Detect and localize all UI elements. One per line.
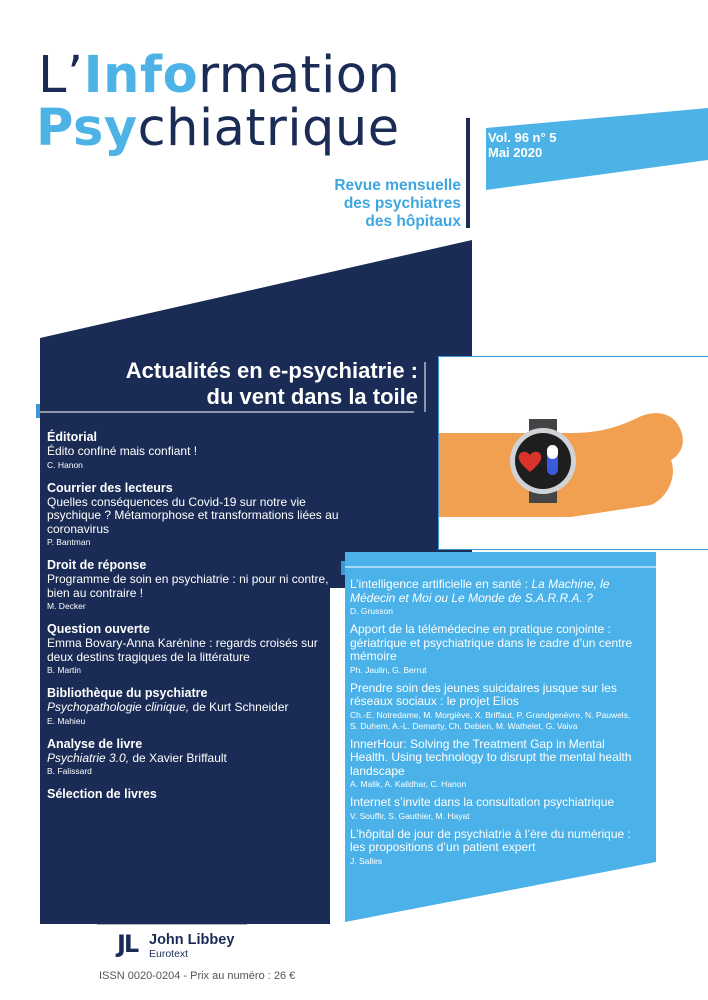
article-link[interactable]: Édito confiné mais confiant ! — [47, 444, 198, 458]
issue-volume: Vol. 96 n° 5 — [488, 130, 557, 145]
journal-title-line-2: Psychiatrique — [36, 99, 400, 158]
dossier-article: L’hôpital de jour de psychiatrie à l’ère du numérique : les propositions d’un patient expert J. Salles — [350, 828, 640, 867]
dossier-article: Apport de la télémédecine en pratique conjointe : gériatrique et psychiatrique dans le cadre d’un centre mémoire Ph. Jaulin, G. Berrut — [350, 623, 640, 676]
article-link[interactable]: Prendre soin des jeunes suicidaires jusque sur les réseaux sociaux : le projet Elios — [350, 680, 617, 708]
toc-section: Éditorial Édito confiné mais confiant ! C. Hanon — [47, 430, 347, 471]
publisher-logo-mark: JL — [117, 930, 138, 958]
journal-title-line-1: L’Information — [38, 46, 401, 105]
headline-marker — [36, 404, 40, 418]
article-link[interactable]: Programme de soin en psychiatrie : ni pour ni contre, bien au contraire ! — [47, 572, 329, 600]
dossier-article: InnerHour: Solving the Treatment Gap in Mental Health. Using technology to disrupt the mental health landscape A. Malik, A. Kalidhar, C. Hanon — [350, 738, 640, 791]
article-link[interactable]: Psychiatrie 3.0, de Xavier Briffault — [47, 750, 227, 765]
article-link[interactable]: L’hôpital de jour de psychiatrie à l’ère du numérique : les propositions d’un patient expert — [350, 826, 631, 854]
journal-tagline: Revue mensuelle des psychiatres des hôpitaux — [334, 177, 461, 230]
publisher-name: John Libbey — [149, 932, 235, 948]
issn-price: ISSN 0020-0204 - Prix au numéro : 26 € — [99, 970, 296, 982]
issue-info — [488, 130, 557, 160]
dossier-article: L’intelligence artificielle en santé : La Machine, le Médecin et Moi ou Le Monde de S.A.R.R.A. ? D. Grusson — [350, 578, 640, 617]
article-link[interactable]: L’intelligence artificielle en santé : La Machine, le Médecin et Moi ou Le Monde de S.A.R.R.A. ? — [350, 577, 610, 605]
dossier-article: Prendre soin des jeunes suicidaires jusque sur les réseaux sociaux : le projet Elios Ch.-E. Notredame, M. Morgiève, X. Briffaut, P. Grandgenèvre, N. Pauwels, S. Duhem, A.-L. Demarty, Ch. Debien, M. Wathelet, G. Vaiva — [350, 682, 640, 732]
toc-section: Analyse de livre Psychiatrie 3.0, de Xavier Briffault B. Falissard — [47, 737, 347, 778]
toc-left-column — [47, 430, 347, 811]
toc-section: Question ouverte Emma Bovary-Anna Karénine : regards croisés sur deux destins tragiques de la littérature B. Martin — [47, 622, 347, 676]
toc-section: Bibliothèque du psychiatre Psychopathologie clinique, de Kurt Schneider E. Mahieu — [47, 686, 347, 727]
smartwatch-wrist-illustration — [439, 357, 708, 549]
article-link[interactable]: Psychopathologie clinique, de Kurt Schneider — [47, 700, 289, 714]
article-link[interactable]: InnerHour: Solving the Treatment Gap in Mental Health. Using technology to disrupt the mental health landscape — [350, 736, 632, 778]
toc-section: Droit de réponse Programme de soin en psychiatrie : ni pour ni contre, bien au contraire ! M. Decker — [47, 558, 347, 612]
dossier-headline: Actualités en e-psychiatrie : du vent dans la toile — [125, 358, 418, 409]
article-link[interactable]: Internet s’invite dans la consultation psychiatrique — [350, 795, 615, 809]
article-link[interactable]: Sélection de livres — [47, 787, 157, 801]
title-vertical-bar — [466, 118, 470, 228]
cover-illustration — [438, 356, 708, 550]
publisher-imprint: Eurotext — [149, 948, 189, 960]
dossier-article: Internet s’invite dans la consultation psychiatrique V. Souffir, S. Gauthier, M. Hayat — [350, 796, 640, 822]
footer-divider — [97, 924, 247, 925]
toc-right-column — [350, 578, 640, 873]
article-link[interactable]: Emma Bovary-Anna Karénine : regards croisés sur deux destins tragiques de la littérature — [47, 636, 318, 664]
issue-date: Mai 2020 — [488, 145, 543, 160]
toc-section — [47, 787, 347, 801]
article-link[interactable]: Apport de la télémédecine en pratique conjointe : gériatrique et psychiatrique dans le cadre d’un centre mémoire — [350, 622, 633, 663]
article-link[interactable]: Quelles conséquences du Covid-19 sur notre vie psychique ? Métamorphose et transformations liées au coronavirus — [47, 494, 339, 536]
toc-section: Courrier des lecteurs Quelles conséquences du Covid-19 sur notre vie psychique ? Métamorphose et transformations liées au coronavirus P. Bantman — [47, 481, 347, 549]
